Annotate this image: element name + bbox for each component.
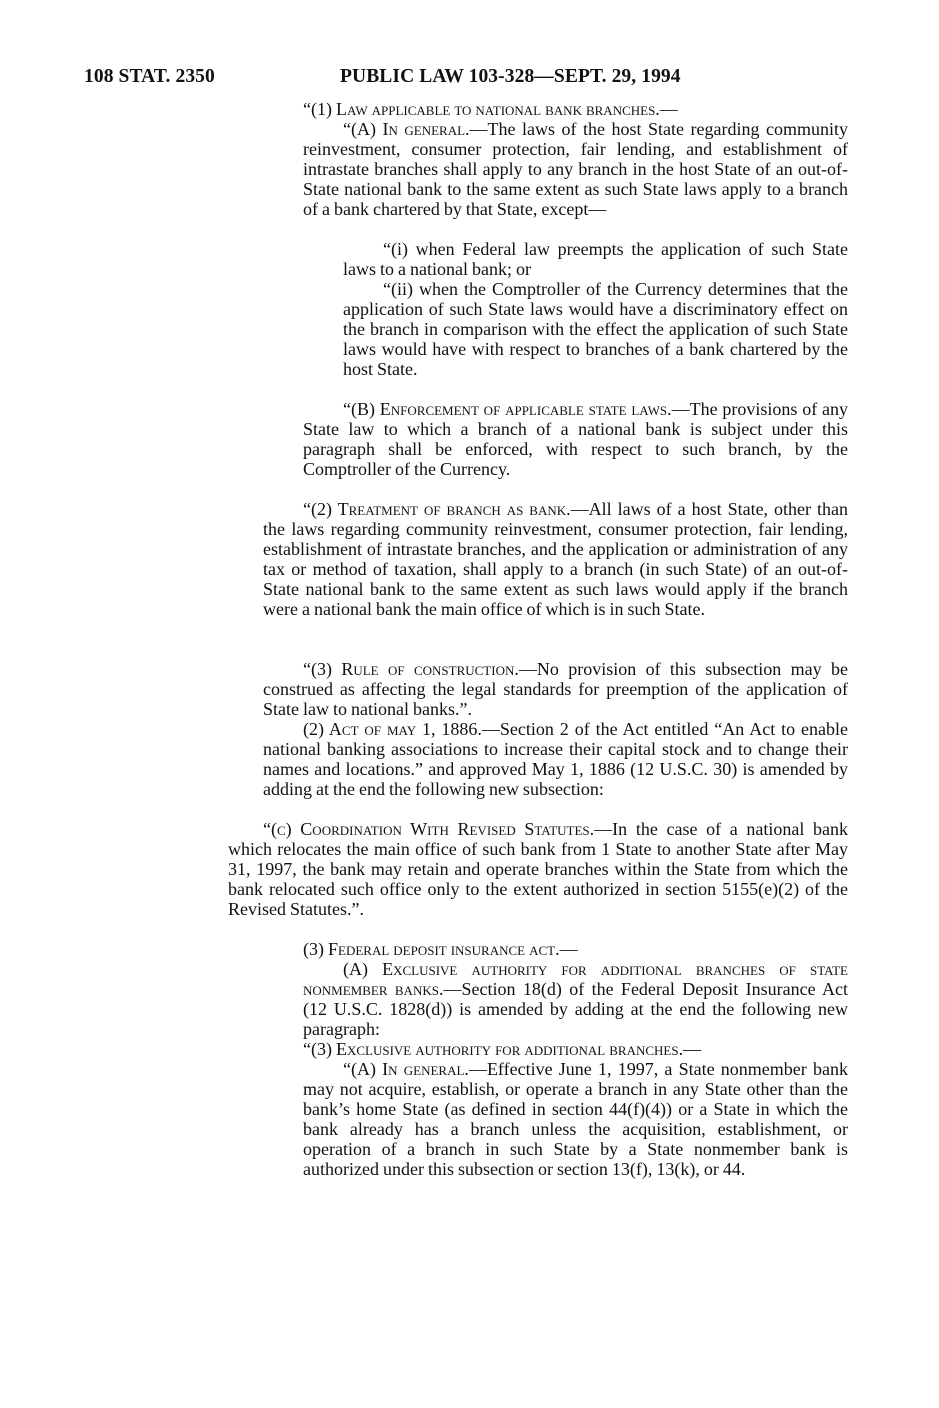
paragraph-1b-lead: “(B) Enforcement of applicable state laws. [343, 399, 672, 419]
paragraph-1-heading-text: “(1) Law applicable to national bank branches.— [303, 99, 678, 119]
new-paragraph-3a-lead: “(A) In general. [343, 1059, 469, 1079]
new-paragraph-3a-text: —Effective June 1, 1997, a State nonmember bank may not acquire, establish, or operate a branch in any State other than the bank’s home State (as defined in section 44(f)(4)) or a State in which the bank already has a branch unless the acquisition, establishment, or operation of a branch in such State by a State nonmember bank is authorized under this subsection or section 13(f), 13(k), or 44. [303, 1059, 848, 1179]
stat-reference: 108 STAT. 2350 [84, 66, 215, 87]
subsection-2-text: —Section 2 of the Act entitled “An Act to enable national banking associations to increase their capital stock and to change their names and locations.” and approved May 1, 1886 (12 U.S.C. 30) is amended by adding at the end the following new subsection: [263, 719, 848, 799]
clause-1a-ii [343, 280, 848, 380]
paragraph-3-lead: “(3) Rule of construction. [303, 659, 519, 679]
subsection-c-lead: “(c) Coordination With Revised Statutes. [263, 819, 595, 839]
paragraph-2 [263, 500, 848, 620]
paragraph-1-heading [303, 100, 843, 120]
paragraph-1b-text: —The provisions of any State law to which a branch of a national bank is subject under this paragraph shall be enforced, with respect to such branch, by the Comptroller of the Currency. [303, 399, 848, 479]
paragraph-1b [303, 400, 848, 480]
clause-1a-ii-text: “(ii) when the Comptroller of the Currency determines that the application of such State laws would have a discriminatory effect on the branch in comparison with the effect the application of such State laws would have with respect to branches of a bank chartered by the host State. [343, 279, 848, 379]
paragraph-1a-text: —The laws of the host State regarding community reinvestment, consumer protection, fair lending, and establishment of intrastate branches shall apply to any branch in the host State of an out-of-State national bank to the same extent as such State laws apply to a branch of a bank chartered by that State, except— [303, 119, 848, 219]
page-header [84, 66, 855, 90]
paragraph-3 [263, 660, 848, 720]
subsection-3-heading [303, 940, 843, 960]
paragraph-2-lead: “(2) Treatment of branch as bank. [303, 499, 571, 519]
law-title: PUBLIC LAW 103-328—SEPT. 29, 1994 [340, 66, 681, 87]
subsection-c-text: —In the case of a national bank which relocates the main office of such bank from 1 State to another State after May 31, 1997, the bank may retain and operate branches within the State from which the bank relocated such office only to the extent authorized in section 5155(e)(2) of the Revised Statutes.”. [228, 819, 849, 919]
subsection-2 [263, 720, 848, 800]
new-paragraph-3a [303, 1060, 848, 1180]
subsection-3-heading-text: (3) Federal deposit insurance act.— [303, 939, 578, 959]
subsection-c [228, 820, 848, 920]
paragraph-1a [303, 120, 848, 220]
subsection-3a [303, 960, 848, 1040]
clause-1a-i-text: “(i) when Federal law preempts the application of such State laws to a national bank; or [343, 239, 848, 279]
subsection-3a-text: —Section 18(d) of the Federal Deposit Insurance Act (12 U.S.C. 1828(d)) is amended by adding at the end the following new paragraph: [303, 978, 848, 1039]
subsection-3a-lead: (A) Exclusive authority for additional branches of state nonmember banks. [303, 959, 848, 999]
new-paragraph-3-heading [303, 1040, 848, 1060]
new-paragraph-3-heading-text: “(3) Exclusive authority for additional branches.— [303, 1039, 702, 1059]
paragraph-1a-lead: “(A) In general. [343, 119, 470, 139]
subsection-2-lead: (2) Act of may 1, 1886. [303, 719, 482, 739]
paragraph-3-text: —No provision of this subsection may be construed as affecting the legal standards for preemption of the application of State law to national banks.”. [263, 659, 848, 719]
paragraph-2-text: —All laws of a host State, other than the laws regarding community reinvestment, consumer protection, fair lending, establishment of intrastate branches, and the application or administration of any tax or method of taxation, shall apply to a branch (in such State) of an out-of-State national bank to the same extent as such laws would apply if the branch were a national bank the main office of which is in such State. [263, 499, 848, 619]
clause-1a-i [343, 240, 848, 280]
